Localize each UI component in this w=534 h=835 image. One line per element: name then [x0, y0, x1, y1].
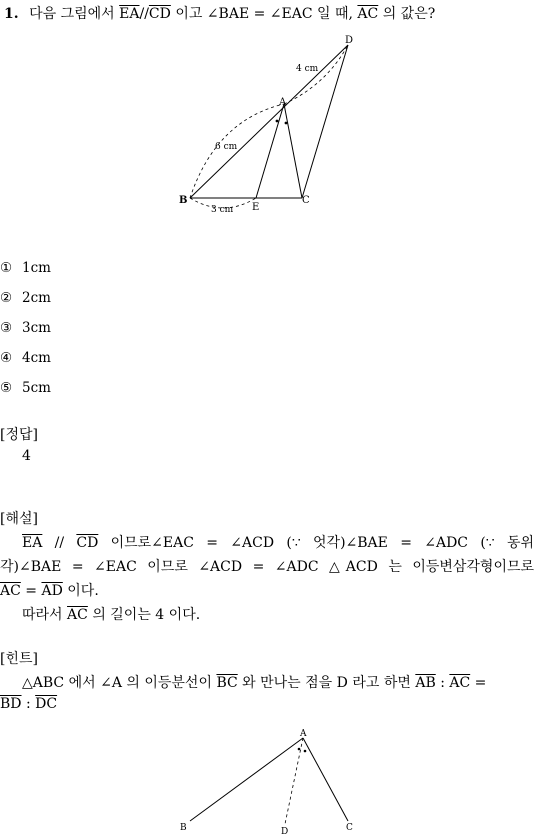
explanation-text: 는: [388, 559, 402, 575]
question-line: [4, 3, 435, 23]
label-b: B: [179, 195, 188, 206]
choice-4-number: ④: [0, 350, 13, 366]
label-c: C: [346, 823, 353, 833]
hint-text: △ABC 에서 ∠A 의 이등분선이: [22, 675, 212, 691]
explanation-text: (∵ 엇각)∠BAE: [286, 535, 388, 551]
figure-angle-bisector: [176, 724, 362, 835]
explanation-text: 이므로: [147, 559, 188, 575]
segment-ea: $\overline{EA}$: [119, 6, 140, 22]
choice-2[interactable]: [0, 289, 51, 319]
answer-value: 4: [22, 448, 31, 464]
explanation-eq: =: [206, 535, 218, 551]
choice-4-label: 4cm: [22, 350, 51, 366]
segment-ac: $\overline{AC}$: [357, 6, 379, 22]
measure-ab: 6 cm: [215, 142, 238, 152]
label-d: D: [281, 827, 289, 835]
label-a: A: [300, 729, 307, 739]
explanation-text: 이다.: [67, 583, 99, 599]
hint-colon: :: [440, 675, 445, 691]
hint-eq: =: [474, 675, 487, 691]
hint-seg-bd: $\overline{BD}$: [0, 696, 22, 712]
question-number: 1.: [4, 6, 19, 22]
choice-5[interactable]: [0, 379, 51, 409]
label-e: E: [252, 202, 260, 213]
explanation-line-2: [0, 556, 534, 576]
hint-seg-ab: $\overline{AB}$: [415, 675, 436, 691]
explanation-text: 의 길이는 4 이다.: [92, 607, 201, 623]
hint-line-2: [0, 696, 57, 712]
explanation-text: ∠ADC: [424, 535, 469, 551]
explanation-text: ∠ACD: [230, 535, 275, 551]
line-ad-bisector: [285, 738, 303, 824]
choice-5-label: 5cm: [22, 380, 51, 396]
explanation-text: 각)∠BAE: [0, 559, 62, 575]
line-ab: [190, 738, 303, 821]
explanation-eq: =: [25, 583, 38, 599]
choice-1-number: ①: [0, 260, 13, 276]
line-ac: [284, 104, 302, 198]
explanation-parallel: //: [54, 535, 65, 551]
explanation-text: ∠ACD: [198, 559, 243, 575]
hint-seg-ac: $\overline{AC}$: [449, 675, 471, 691]
question-text-before: 다음 그림에서: [29, 6, 115, 22]
explanation-eq: =: [71, 559, 84, 575]
explanation-line-4: [22, 604, 200, 624]
question-text-end: 의 값은?: [382, 6, 436, 22]
explanation-text: 이므로∠EAC: [110, 535, 194, 551]
explanation-seg-ea: $\overline{EA}$: [22, 535, 43, 551]
explanation-seg-ac: $\overline{AC}$: [0, 583, 21, 599]
explanation-seg-ac: $\overline{AC}$: [67, 607, 88, 623]
choice-2-number: ②: [0, 290, 13, 306]
choice-1-label: 1cm: [22, 260, 51, 276]
hint-label: [힌트]: [0, 651, 38, 667]
parallel-symbol: //: [139, 6, 149, 22]
angle-mark-eac: [285, 122, 288, 125]
hint-text: 와 만나는 점을 D 라고 하면: [242, 675, 411, 691]
figure-triangle-parallel: [176, 30, 362, 218]
explanation-text: ∠ADC: [274, 559, 319, 575]
explanation-text: 이등변삼각형이므로: [412, 559, 534, 575]
explanation-text: 따라서: [22, 607, 63, 623]
explanation-eq: =: [400, 535, 412, 551]
hint-line-1: [22, 672, 486, 692]
answer-label: [정답]: [0, 427, 38, 443]
explanation-line-1: [0, 532, 534, 552]
explanation-label: [해설]: [0, 511, 38, 527]
explanation-text: ∠EAC: [94, 559, 137, 575]
explanation-eq: =: [252, 559, 265, 575]
segment-cd: $\overline{CD}$: [148, 6, 171, 22]
explanation-text: (∵: [480, 535, 495, 551]
line-bd: [190, 45, 348, 198]
hint-seg-bc: $\overline{BC}$: [216, 675, 238, 691]
choice-1[interactable]: [0, 259, 51, 289]
angle-mark-bad: [298, 748, 301, 751]
label-d: D: [345, 35, 354, 46]
explanation-text: △ACD: [329, 559, 378, 575]
question-text-mid: 이고 ∠BAE = ∠EAC 일 때,: [175, 6, 353, 22]
angle-mark-dac: [304, 750, 307, 753]
label-b: B: [180, 823, 187, 833]
measure-be: 3 cm: [211, 205, 234, 215]
choice-3[interactable]: [0, 319, 51, 349]
hint-colon: :: [25, 696, 31, 712]
choice-3-label: 3cm: [22, 320, 51, 336]
choice-list: [0, 259, 51, 409]
label-c: C: [302, 195, 310, 206]
choice-3-number: ③: [0, 320, 13, 336]
angle-mark-bae: [276, 120, 279, 123]
choice-2-label: 2cm: [22, 290, 51, 306]
line-ac: [303, 738, 348, 821]
label-a: A: [279, 97, 287, 108]
measure-ad: 4 cm: [296, 64, 319, 74]
choice-4[interactable]: [0, 349, 51, 379]
line-ea: [256, 104, 284, 198]
hint-seg-dc: $\overline{DC}$: [35, 696, 58, 712]
choice-5-number: ⑤: [0, 380, 13, 396]
explanation-line-3: [0, 580, 99, 600]
explanation-seg-ad: $\overline{AD}$: [41, 583, 63, 599]
explanation-seg-cd: $\overline{CD}$: [76, 535, 99, 551]
explanation-text: 동위: [506, 535, 534, 551]
